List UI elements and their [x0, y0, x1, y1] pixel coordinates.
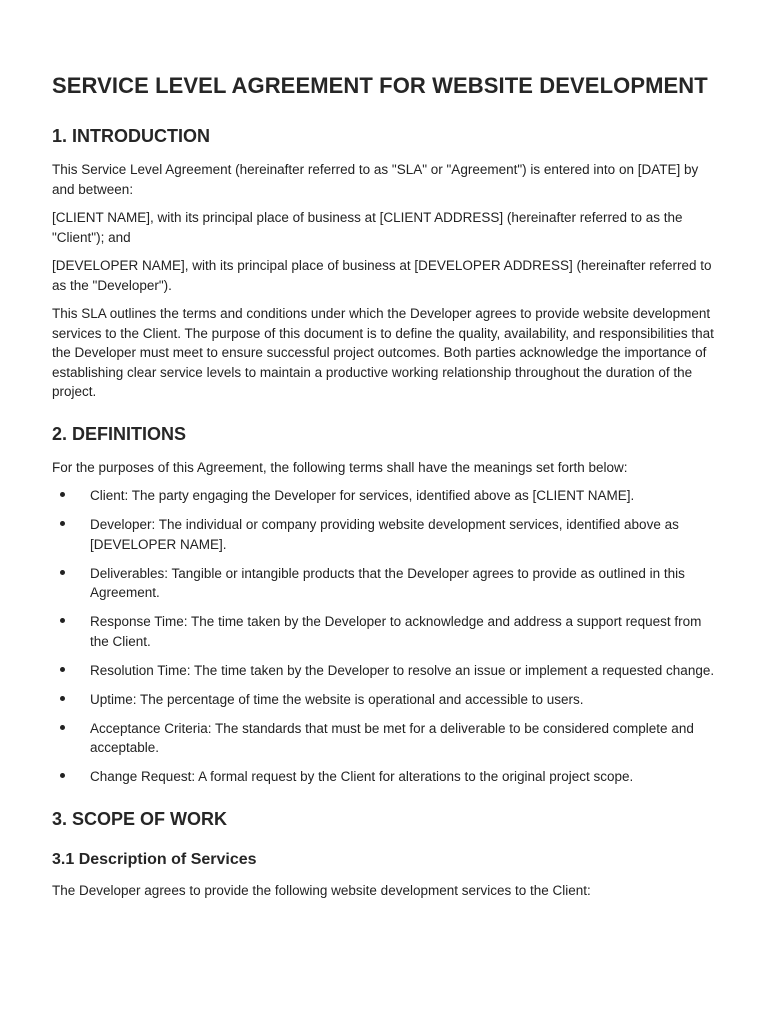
section-scope-of-work: [52, 807, 722, 901]
definition-text: Response Time: The time taken by the Developer to acknowledge and address a support request from the Client.: [90, 614, 702, 649]
definitions-heading: 2. DEFINITIONS: [52, 423, 187, 444]
introduction-heading: 1. INTRODUCTION: [52, 126, 211, 146]
bullet-icon: [60, 773, 65, 778]
definition-text: Developer: The individual or company providing website development services, identified above as [DEVELOPER NAME].: [90, 517, 679, 552]
definition-text: Deliverables: Tangible or intangible products that the Developer agrees to provide as outlined in this Agreement.: [90, 565, 685, 600]
definition-text: Change Request: A formal request by the Client for alterations to the original project scope.: [90, 769, 634, 784]
bullet-icon: [60, 570, 65, 575]
bullet-icon: [60, 521, 65, 526]
list-item: [52, 612, 722, 651]
bullet-icon: [60, 618, 65, 623]
subsection-heading: 3.1 Description of Services: [52, 850, 257, 868]
introduction-paragraph-2: [CLIENT NAME], with its principal place of business at [CLIENT ADDRESS] (hereinafter referred to as the "Client"); and: [52, 210, 683, 245]
definition-text: Resolution Time: The time taken by the Developer to resolve an issue or implement a requested change.: [90, 662, 715, 678]
list-item: [52, 719, 722, 758]
introduction-paragraph-4: This SLA outlines the terms and conditions under which the Developer agrees to provide website development services to the Client. The purpose of this document is to define the quality, availability, and responsibilities that the Developer must meet to ensure successful project outcomes. Both parties acknowledge the importance of establishing clear service levels to maintain a productive working relationship throughout the duration of the project.: [52, 306, 714, 399]
bullet-icon: [60, 492, 65, 497]
list-item: [52, 767, 722, 787]
subsection-description-of-services: [52, 849, 722, 901]
subsection-text: The Developer agrees to provide the following website development services to the Client:: [52, 882, 591, 898]
document-page: [52, 70, 722, 909]
introduction-paragraph-3: [DEVELOPER NAME], with its principal place of business at [DEVELOPER ADDRESS] (hereinafter referred to as the "Developer").: [52, 258, 712, 293]
section-introduction: [52, 124, 722, 402]
definition-text: Uptime: The percentage of time the website is operational and accessible to users.: [90, 691, 584, 707]
bullet-icon: [60, 725, 65, 730]
scope-heading: 3. SCOPE OF WORK: [52, 808, 228, 829]
bullet-icon: [60, 667, 65, 672]
list-item: [52, 661, 722, 681]
definition-text: Client: The party engaging the Developer for services, identified above as [CLIENT NAME].: [90, 488, 635, 503]
list-item: [52, 486, 722, 506]
document-title: SERVICE LEVEL AGREEMENT FOR WEBSITE DEVELOPMENT: [52, 73, 708, 98]
list-item: [52, 564, 722, 603]
definitions-list: [52, 486, 722, 787]
definition-text: Acceptance Criteria: The standards that must be met for a deliverable to be considered complete and acceptable.: [90, 720, 694, 755]
list-item: [52, 690, 722, 710]
bullet-icon: [60, 696, 65, 701]
introduction-paragraph-1: This Service Level Agreement (hereinafter referred to as "SLA" or "Agreement") is entered into on [DATE] by and between:: [52, 162, 699, 197]
section-definitions: [52, 422, 722, 787]
definitions-intro: For the purposes of this Agreement, the following terms shall have the meanings set forth below:: [52, 459, 628, 475]
list-item: [52, 515, 722, 554]
